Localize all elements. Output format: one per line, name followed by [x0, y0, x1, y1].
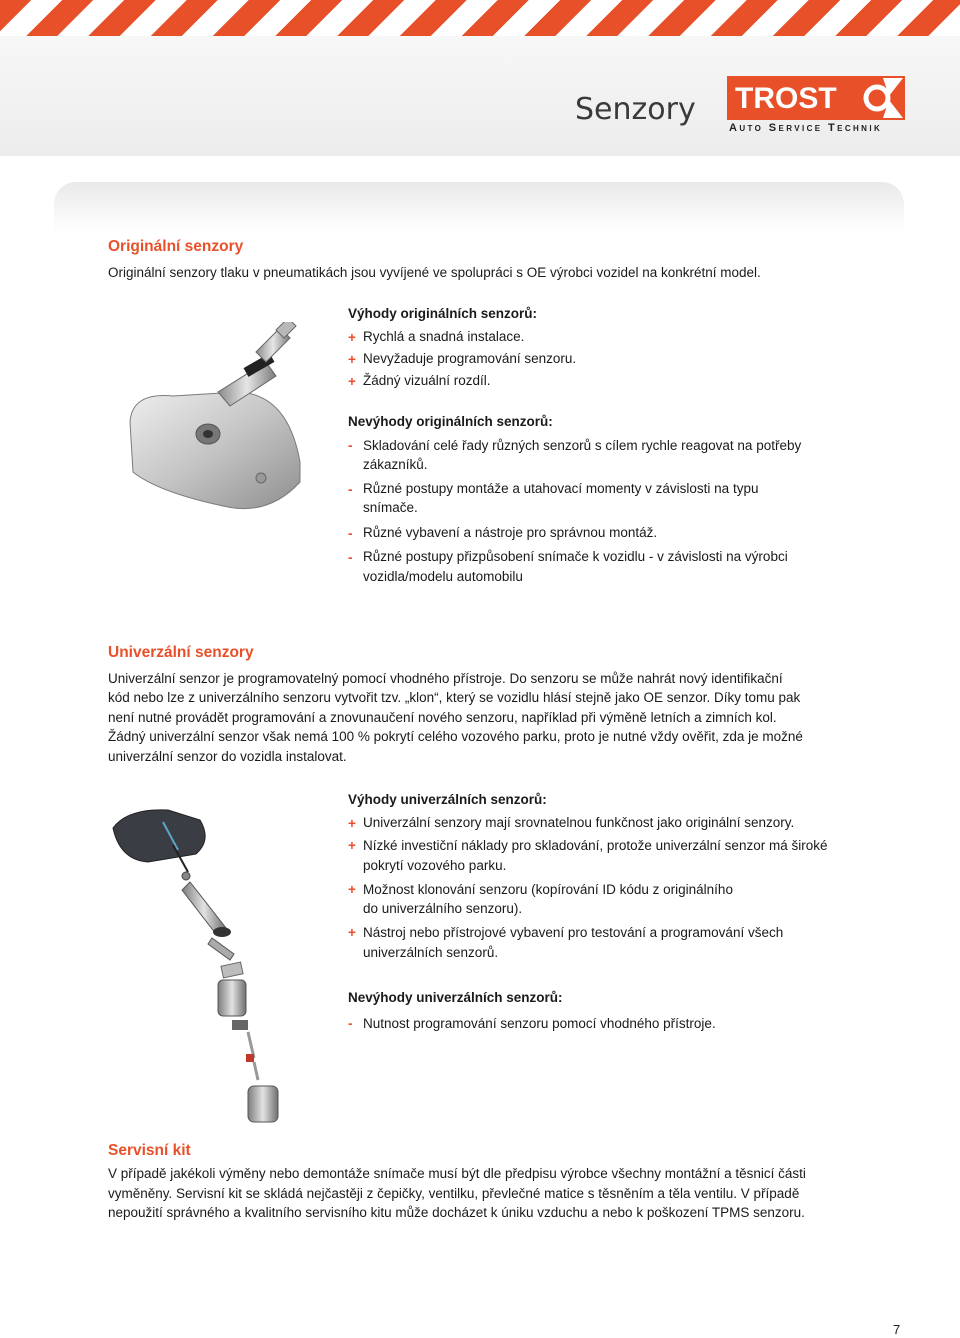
original-cons-item-cont: zákazníků.: [363, 457, 428, 472]
plus-marker: +: [348, 838, 356, 853]
section-heading-universal: Univerzální senzory: [108, 644, 254, 661]
service-body-line: vyměněny. Servisní kit se skládá nejčastěji z čepičky, ventilku, převlečné matice s těsněním a těla ventilu. V případě: [108, 1186, 800, 1201]
original-cons-item-cont: snímače.: [363, 500, 418, 515]
universal-pros-item-cont: univerzálních senzorů.: [363, 945, 499, 960]
section-heading-original: Originální senzory: [108, 238, 244, 255]
plus-marker: +: [348, 882, 356, 897]
plus-marker: +: [348, 352, 356, 367]
universal-body-line: Univerzální senzor je programovatelný pomocí vhodného přístroje. Do senzoru se může nahrát nový identifikační: [108, 671, 783, 686]
original-pros-item: Žádný vizuální rozdíl.: [363, 373, 491, 388]
universal-body-line: není nutné provádět programování a znovunaučení nového senzoru, například při výměně letních a zimních kol.: [108, 710, 777, 725]
service-body-line: V případě jakékoli výměny nebo demontáže snímače musí být dle předpisu výrobce všechny montážní a těsnicí části: [108, 1166, 806, 1181]
minus-marker: -: [348, 526, 353, 541]
universal-body-line: kód nebo lze z univerzálního senzoru vytvořit tzv. „klon“, který se vozidlu hlásí stejně jako OE senzor. Díky tomu pak: [108, 690, 801, 705]
minus-marker: -: [348, 1016, 353, 1031]
header-stripe: [0, 0, 960, 36]
trost-logo: [727, 76, 905, 138]
minus-marker: -: [348, 482, 353, 497]
universal-pros-item: Možnost klonování senzoru (kopírování ID kódu z originálního: [363, 882, 733, 897]
universal-pros-item-cont: pokrytí vozového parku.: [363, 858, 507, 873]
original-cons-item: Různé postupy montáže a utahovací momenty v závislosti na typu: [363, 481, 759, 496]
section-heading-service: Servisní kit: [108, 1142, 191, 1159]
universal-pros-item: Nízké investiční náklady pro skladování, protože univerzální senzor má široké: [363, 838, 828, 853]
logo-subtitle: Auto Service Technik: [729, 122, 883, 134]
plus-marker: +: [348, 925, 356, 940]
universal-pros-item-cont: do univerzálního senzoru).: [363, 901, 523, 916]
original-cons-item: Různé postupy přizpůsobení snímače k vozidlu - v závislosti na výrobci: [363, 549, 788, 564]
plus-marker: +: [348, 816, 356, 831]
original-cons-item: Skladování celé řady různých senzorů s cílem rychle reagovat na potřeby: [363, 438, 802, 453]
minus-marker: -: [348, 550, 353, 565]
original-cons-title: Nevýhody originálních senzorů:: [348, 414, 553, 429]
logo-box: [727, 76, 855, 120]
universal-body-line: univerzální senzor do vozidla instalovat.: [108, 749, 347, 764]
original-sensor-image: [118, 322, 308, 522]
original-cons-item: Různé vybavení a nástroje pro správnou montáž.: [363, 525, 658, 540]
plus-marker: +: [348, 374, 356, 389]
universal-body-line: Žádný univerzální senzor však nemá 100 % pokrytí celého vozového parku, proto je nutné vždy ověřit, zda je možné: [108, 729, 803, 744]
universal-cons-title: Nevýhody univerzálních senzorů:: [348, 990, 563, 1005]
original-pros-item: Nevyžaduje programování senzoru.: [363, 351, 577, 366]
service-body-line: nepoužití správného a kvalitního servisního kitu může docházet k úniku vzduchu a nebo k poškození TPMS senzoru.: [108, 1205, 805, 1220]
original-pros-title: Výhody originálních senzorů:: [348, 306, 538, 321]
universal-cons-item: Nutnost programování senzoru pomocí vhodného přístroje.: [363, 1016, 716, 1031]
universal-pros-item: Nástroj nebo přístrojové vybavení pro testování a programování všech: [363, 925, 784, 940]
minus-marker: -: [348, 438, 353, 453]
plus-marker: +: [348, 330, 356, 345]
page-number: 7: [893, 1322, 901, 1337]
universal-pros-title: Výhody univerzálních senzorů:: [348, 792, 547, 807]
logo-mark-icon: [853, 76, 905, 120]
page-title: Senzory: [575, 92, 696, 127]
universal-sensor-kit-image: [108, 800, 308, 1130]
original-intro: Originální senzory tlaku v pneumatikách jsou vyvíjené ve spolupráci s OE výrobci vozidel na konkrétní model.: [108, 265, 761, 280]
universal-pros-item: Univerzální senzory mají srovnatelnou funkčnost jako originální senzory.: [363, 815, 795, 830]
logo-word: TROST: [735, 82, 837, 115]
original-pros-item: Rychlá a snadná instalace.: [363, 329, 525, 344]
original-cons-item-cont: vozidla/modelu automobilu: [363, 569, 523, 584]
